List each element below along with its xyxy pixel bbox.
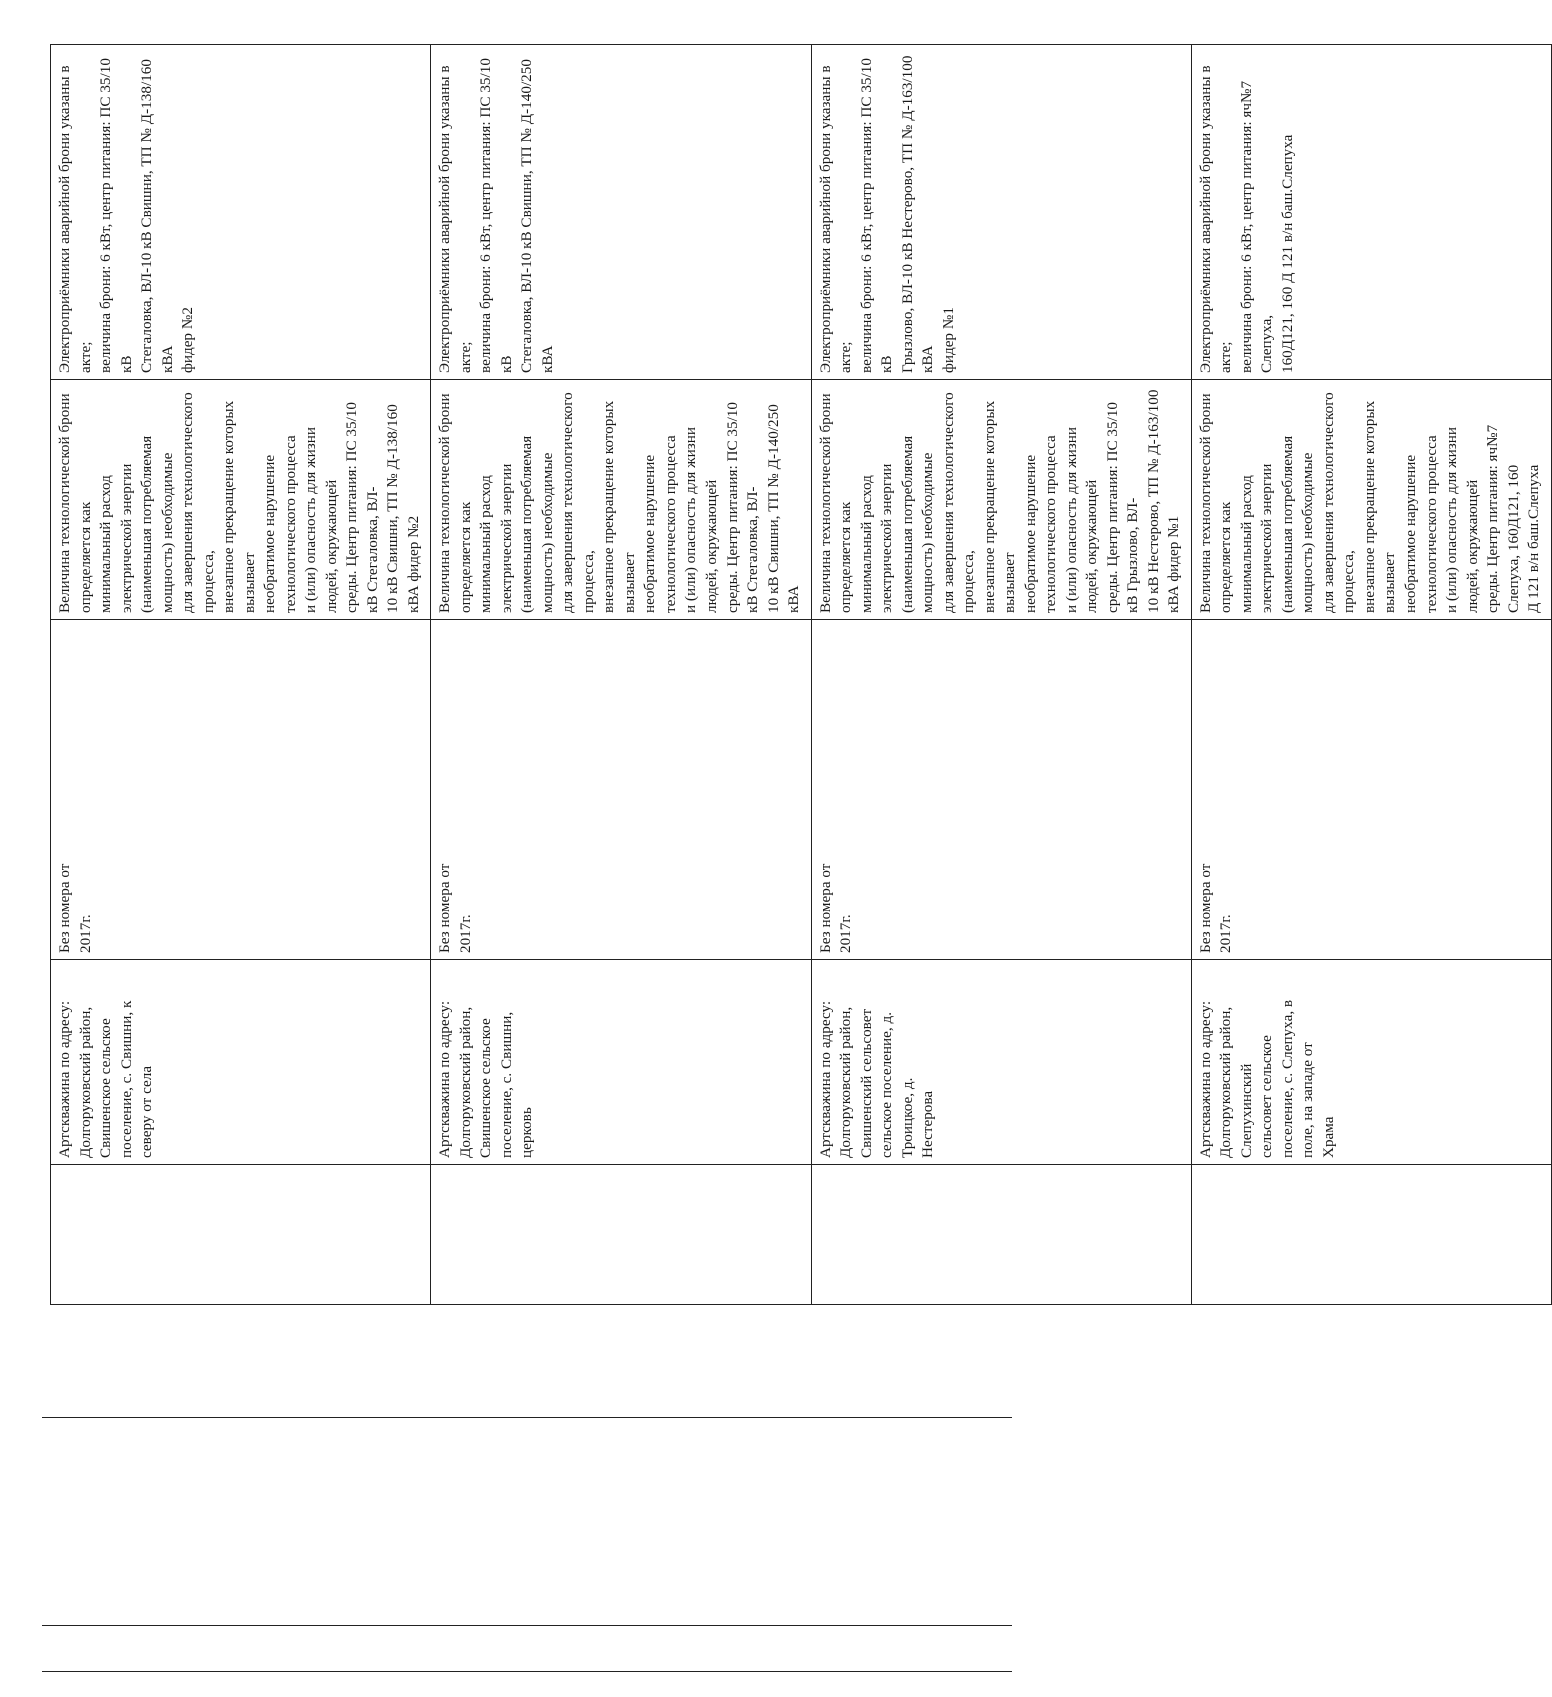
receivers-text: Электроприёмники аварийной брони указаны в акте; величина брони: 6 кВт, центр питания: ПС 35/10 кВ Грызлово, ВЛ-10 кВ Нестерово, ТП № Д-163/100 кВА фидер №1 [816, 55, 957, 373]
blank-cell [1191, 1165, 1551, 1305]
definition-text: Величина технологической брони определяется как минимальный расход электрической энергии (наименьшая потребляемая мощность) необходимые для завершения технологического процесса, внезапное прекращение которых вызывает необратимое нарушение технологического процесса и (или) опасность для жизни людей, окружающей среды. Центр питания: ПС 35/10 кВ Стегаловка, ВЛ- 10 кВ Свишни, ТП № Д-138/160 кВА фидер №2 [56, 392, 422, 613]
act-text: Без номера от 2017г. [56, 863, 94, 953]
blank-cell [811, 1165, 1191, 1305]
definition-cell [431, 380, 811, 620]
table-row [1191, 45, 1551, 1305]
object-cell [51, 960, 431, 1165]
horizontal-rule [42, 1671, 1012, 1672]
table-row [811, 45, 1191, 1305]
object-text: Артскважина по адресу: Долгоруковский район, Слепухинский сельсовет сельское поселение, с. Слепуха, в поле, на западе от Храма [1196, 999, 1337, 1158]
receivers-text: Электроприёмники аварийной брони указаны в акте; величина брони: 6 кВт, центр питания: яч№7 Слепуха, 160Д121, 160 Д 121 в/н баш.Слепуха [1196, 65, 1296, 373]
object-cell [811, 960, 1191, 1165]
receivers-text: Электроприёмники аварийной брони указаны в акте; величина брони: 6 кВт, центр питания: ПС 35/10 кВ Стегаловка, ВЛ-10 кВ Свишни, ТП № Д-140/250 кВА [436, 58, 556, 373]
power-reserve-table [50, 44, 1552, 1305]
object-text: Артскважина по адресу: Долгоруковский район, Свишенское сельское поселение, с. Свишни, к северу от села [56, 1000, 156, 1158]
receivers-cell [51, 45, 431, 380]
object-text: Артскважина по адресу: Долгоруковский район, Свишенское сельское поселение, с. Свишни, церковь [436, 1000, 536, 1158]
object-cell [1191, 960, 1551, 1165]
blank-cell [431, 1165, 811, 1305]
receivers-cell [1191, 45, 1551, 380]
act-cell [51, 620, 431, 960]
definition-cell [811, 380, 1191, 620]
table-row [431, 45, 811, 1305]
receivers-cell [811, 45, 1191, 380]
act-cell [811, 620, 1191, 960]
receivers-cell [431, 45, 811, 380]
definition-text: Величина технологической брони определяется как минимальный расход электрической энергии (наименьшая потребляемая мощность) необходимые для завершения технологического процесса, внезапное прекращение которых вызывает необратимое нарушение технологического процесса и (или) опасность для жизни людей, окружающей среды. Центр питания: ПС 35/10 кВ Грызлово, ВЛ- 10 кВ Нестерово, ТП № Д-163/100 кВА фидер №1 [816, 389, 1183, 613]
act-text: Без номера от 2017г. [436, 863, 474, 953]
act-text: Без номера от 2017г. [816, 863, 855, 953]
definition-text: Величина технологической брони определяется как минимальный расход электрической энергии (наименьшая потребляемая мощность) необходимые для завершения технологического процесса, внезапное прекращение которых вызывает необратимое нарушение технологического процесса и (или) опасность для жизни людей, окружающей среды. Центр питания: яч№7 Слепуха, 160Д121, 160 Д 121 в/н баш.Слепуха [1196, 392, 1543, 613]
table-row [51, 45, 431, 1305]
horizontal-rule [42, 1417, 1012, 1418]
definition-cell [51, 380, 431, 620]
object-cell [431, 960, 811, 1165]
act-text: Без номера от 2017г. [1196, 863, 1235, 953]
definition-text: Величина технологической брони определяется как минимальный расход электрической энергии (наименьшая потребляемая мощность) необходимые для завершения технологического процесса, внезапное прекращение которых вызывает необратимое нарушение технологического процесса и (или) опасность для жизни людей, окружающей среды. Центр питания: ПС 35/10 кВ Стегаловка, ВЛ- 10 кВ Свишни, ТП № Д-140/250 кВА [436, 392, 803, 613]
horizontal-rule [42, 1625, 1012, 1626]
definition-cell [1191, 380, 1551, 620]
act-cell [431, 620, 811, 960]
object-text: Артскважина по адресу: Долгоруковский район, Свишенский сельсовет сельское поселение, д. Троицкое, д. Нестерова [816, 1000, 937, 1158]
blank-cell [51, 1165, 431, 1305]
receivers-text: Электроприёмники аварийной брони указаны в акте; величина брони: 6 кВт, центр питания: ПС 35/10 кВ Стегаловка, ВЛ-10 кВ Свишни, ТП № Д-138/160 кВА фидер №2 [56, 58, 197, 373]
rotated-table-page [50, 45, 1543, 1305]
act-cell [1191, 620, 1551, 960]
